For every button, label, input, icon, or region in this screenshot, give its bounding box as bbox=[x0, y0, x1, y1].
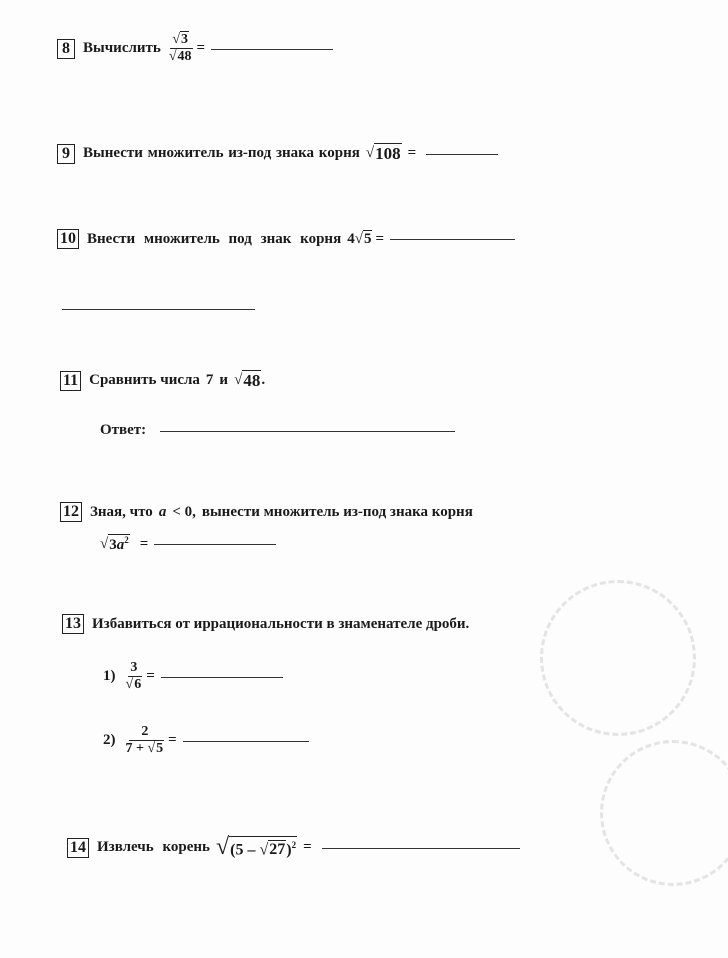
task-8 bbox=[57, 32, 333, 65]
watermark bbox=[600, 740, 728, 886]
sqrt-sign: √ bbox=[147, 741, 156, 756]
task-text: Внести множитель под знак корня bbox=[87, 230, 342, 247]
task-number: 12 bbox=[60, 502, 82, 522]
equals-sign: = bbox=[168, 732, 177, 748]
numerator: 3 bbox=[130, 660, 138, 675]
radicand: 3 bbox=[181, 32, 189, 47]
task-text-post: вынести множитель из-под знака корня bbox=[201, 503, 473, 520]
sqrt-sign: √ bbox=[100, 535, 109, 552]
radicand: 6 bbox=[134, 677, 142, 692]
equals-sign: = bbox=[139, 535, 149, 552]
task-12-expression bbox=[100, 534, 276, 554]
sqrt-sign: √ bbox=[354, 230, 363, 247]
radicand-coefficient: 3 bbox=[109, 537, 117, 553]
variable: a bbox=[158, 503, 167, 520]
expression-close: ) bbox=[286, 841, 292, 859]
task-text: Вычислить bbox=[83, 40, 161, 56]
number-a: 7 bbox=[205, 372, 214, 388]
answer-blank[interactable] bbox=[211, 48, 333, 50]
task-9 bbox=[57, 143, 498, 164]
exponent: 2 bbox=[124, 535, 129, 545]
equals-sign: = bbox=[375, 230, 384, 247]
answer-blank[interactable] bbox=[160, 430, 455, 432]
equals-sign: = bbox=[303, 839, 312, 855]
task-11 bbox=[60, 370, 265, 391]
task-number: 10 bbox=[57, 229, 79, 249]
task-13-item-2 bbox=[103, 724, 309, 757]
equals-sign: = bbox=[146, 668, 155, 684]
answer-blank[interactable] bbox=[322, 847, 520, 849]
fraction bbox=[126, 660, 143, 693]
task-text: Извлечь корень bbox=[97, 839, 210, 855]
task-text: Избавиться от иррациональности в знаменателе дроби. bbox=[92, 615, 470, 632]
task-number: 8 bbox=[57, 39, 75, 59]
sqrt-sign: √ bbox=[168, 49, 177, 64]
radicand bbox=[229, 836, 297, 859]
sqrt-sign: √ bbox=[234, 372, 243, 388]
answer-row bbox=[100, 422, 455, 439]
answer-blank[interactable] bbox=[390, 238, 515, 240]
sqrt-sign: √ bbox=[365, 145, 375, 161]
item-label: 1) bbox=[103, 668, 116, 684]
task-number: 11 bbox=[60, 371, 81, 391]
task-12 bbox=[60, 502, 473, 522]
answer-blank[interactable] bbox=[161, 676, 283, 678]
sqrt-sign: √ bbox=[215, 834, 230, 860]
task-13-item-1 bbox=[103, 660, 283, 693]
fraction bbox=[169, 32, 193, 65]
task-text-pre: Зная, что bbox=[90, 503, 153, 520]
denominator-prefix: 7 + bbox=[125, 741, 144, 756]
inner-radicand: 27 bbox=[269, 841, 286, 859]
watermark bbox=[540, 580, 696, 736]
sqrt-sign: √ bbox=[172, 32, 181, 47]
expression-open: (5 – bbox=[230, 841, 256, 859]
radicand-variable: a bbox=[116, 537, 125, 553]
radicand: 5 bbox=[156, 741, 164, 756]
radicand bbox=[108, 534, 130, 554]
task-14 bbox=[67, 834, 520, 861]
answer-blank[interactable] bbox=[426, 153, 498, 155]
task-text: Сравнить числа bbox=[89, 372, 200, 388]
task-number: 13 bbox=[62, 614, 84, 634]
answer-label: Ответ: bbox=[100, 422, 147, 438]
fraction bbox=[126, 724, 165, 757]
equals-sign: = bbox=[196, 40, 206, 56]
sqrt-sign: √ bbox=[259, 841, 269, 859]
conjunction: и bbox=[219, 372, 229, 388]
condition: < 0, bbox=[172, 503, 196, 520]
period: . bbox=[261, 372, 266, 388]
item-label: 2) bbox=[103, 732, 116, 748]
task-number: 9 bbox=[57, 144, 75, 164]
answer-blank[interactable] bbox=[183, 740, 309, 742]
task-10 bbox=[57, 229, 515, 249]
radicand: 48 bbox=[177, 49, 192, 64]
task-text: Вынести множитель из-под знака корня bbox=[83, 145, 360, 161]
answer-blank[interactable] bbox=[154, 543, 276, 545]
radicand: 108 bbox=[375, 144, 401, 163]
task-number: 14 bbox=[67, 838, 89, 858]
radicand: 48 bbox=[243, 371, 261, 390]
equals-sign: = bbox=[407, 145, 417, 161]
answer-blank-continued[interactable] bbox=[62, 309, 255, 310]
coefficient: 4 bbox=[347, 230, 355, 247]
radicand: 5 bbox=[363, 231, 372, 247]
exponent: 2 bbox=[291, 839, 297, 850]
task-13 bbox=[62, 614, 469, 634]
sqrt-sign: √ bbox=[125, 677, 134, 692]
numerator: 2 bbox=[129, 724, 160, 741]
